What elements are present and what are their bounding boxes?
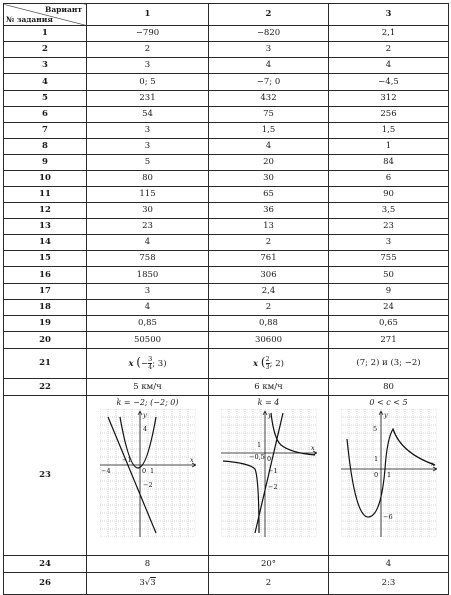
- answer-cell-variant-1: 8: [87, 556, 209, 573]
- answer-cell-variant-3: 24: [329, 300, 449, 316]
- y-axis-label: y: [383, 411, 388, 419]
- answer-cell-variant-3: 4: [329, 58, 449, 74]
- answer-cell-variant-2: 4: [209, 139, 329, 155]
- answer-cell-variant-2: 4: [209, 58, 329, 74]
- task-number-cell: 17: [4, 284, 87, 300]
- task-number-cell: 13: [4, 219, 87, 235]
- tick-label: −2: [267, 483, 278, 491]
- answer-cell-variant-1: 4: [87, 300, 209, 316]
- task-number-cell: 24: [4, 556, 87, 573]
- graph-svg: [221, 409, 317, 537]
- tick-label: 1: [149, 467, 154, 475]
- fraction-2-3-numerator: 2: [265, 355, 270, 364]
- minus-sign: −: [140, 359, 149, 370]
- answer-x-label: x: [128, 359, 134, 370]
- answer-cell-variant-3: 90: [329, 187, 449, 203]
- y-axis-label: y: [142, 411, 147, 419]
- table-row: [4, 267, 449, 284]
- function-graph: [87, 409, 208, 537]
- answer-cell-variant-3: 271: [329, 332, 449, 349]
- answer-cell-variant-1: 0; 5: [87, 74, 209, 91]
- answer-cell-variant-1: 115: [87, 187, 209, 203]
- answer-x-label: x: [253, 359, 259, 370]
- x-axis-label: x: [189, 456, 194, 464]
- tick-label: 5: [372, 425, 377, 433]
- answer-cell-variant-1: 5 км/ч: [87, 379, 209, 396]
- answer-cell-variant-3: 84: [329, 155, 449, 171]
- answer-cell-variant-2: 2: [209, 300, 329, 316]
- answer-cell-variant-3: 755: [329, 251, 449, 267]
- table-row: [4, 107, 449, 123]
- task-number-cell: 2: [4, 42, 87, 58]
- answer-cell-variant-1: 80: [87, 171, 209, 187]
- answer-cell-variant-2: 65: [209, 187, 329, 203]
- answer-cell-variant-2: 6 км/ч: [209, 379, 329, 396]
- answer-cell-variant-2: 13: [209, 219, 329, 235]
- open-paren: (: [260, 355, 266, 370]
- table-row: [4, 155, 449, 171]
- answer-cell-variant-3: 80: [329, 379, 449, 396]
- table-row: [4, 379, 449, 396]
- task-number-cell: 23: [4, 396, 87, 556]
- tick-label: 0: [266, 455, 271, 463]
- answer-cell-variant-3: 0,65: [329, 316, 449, 332]
- tick-label: 1: [386, 471, 391, 479]
- table-row: [4, 349, 449, 379]
- answer-cell-variant-1: 3: [87, 123, 209, 139]
- table-row: [4, 171, 449, 187]
- table-row: [4, 123, 449, 139]
- answer-cell-variant-1: 758: [87, 251, 209, 267]
- task-label: № задания: [6, 14, 53, 24]
- sqrt-radicand: 3: [150, 578, 156, 589]
- graph-cell-variant-2: [209, 396, 329, 556]
- answer-cell-variant-3: 1,5: [329, 123, 449, 139]
- table-row: [4, 316, 449, 332]
- task-number-cell: 20: [4, 332, 87, 349]
- answer-cell-variant-2: 2: [209, 235, 329, 251]
- task-number-cell: 11: [4, 187, 87, 203]
- tick-label: −6: [382, 513, 393, 521]
- answer-cell-variant-2: 761: [209, 251, 329, 267]
- variant-1-header: 1: [87, 4, 209, 26]
- answer-cell-variant-1: 5: [87, 155, 209, 171]
- tick-label: −2: [142, 481, 153, 489]
- answer-cell-variant-3: 2: [329, 42, 449, 58]
- task-number-cell: 5: [4, 91, 87, 107]
- answer-cell-variant-3: 312: [329, 91, 449, 107]
- variant-2-header: 2: [209, 4, 329, 26]
- table-row: [4, 42, 449, 58]
- answer-cell-variant-2: −820: [209, 26, 329, 42]
- answer-cell-variant-3: 256: [329, 107, 449, 123]
- answer-cell-variant-1: 23: [87, 219, 209, 235]
- variant-3-header: 3: [329, 4, 449, 26]
- task-number-cell: 22: [4, 379, 87, 396]
- tick-label: −1: [267, 467, 278, 475]
- answer-cell-variant-3: 4: [329, 556, 449, 573]
- task-number-cell: 26: [4, 573, 87, 595]
- table-row: [4, 300, 449, 316]
- answer-cell-variant-2: 306: [209, 267, 329, 284]
- task-number-cell: 14: [4, 235, 87, 251]
- x-axis-label: x: [310, 444, 315, 452]
- table-row: [4, 139, 449, 155]
- tick-label: 1: [373, 455, 378, 463]
- answer-cell-variant-3: 9: [329, 284, 449, 300]
- table-row: [4, 284, 449, 300]
- answer-cell-variant-2: 0,88: [209, 316, 329, 332]
- variant-label: Вариант: [44, 5, 82, 14]
- task-number-cell: 15: [4, 251, 87, 267]
- answer-cell-variant-1: [87, 573, 209, 595]
- table-row: [4, 91, 449, 107]
- answer-cell-variant-2: 30600: [209, 332, 329, 349]
- function-graph: [209, 409, 328, 537]
- tick-label: 0: [141, 467, 146, 475]
- answer-cell-variant-2: 1,5: [209, 123, 329, 139]
- function-graph: [329, 409, 448, 537]
- answer-cell-variant-2: 3: [209, 42, 329, 58]
- answer-cell-variant-1: 0,85: [87, 316, 209, 332]
- fraction-3-4-denominator: 4: [148, 363, 153, 372]
- task-number-cell: 16: [4, 267, 87, 284]
- answer-cell-variant-2: 75: [209, 107, 329, 123]
- task-number-cell: 21: [4, 349, 87, 379]
- answer-cell-variant-3: (7; 2) и (3; −2): [329, 349, 449, 379]
- header-row: [4, 4, 449, 26]
- graph-svg: [100, 409, 196, 537]
- answer-cell-variant-1: 54: [87, 107, 209, 123]
- graph-svg: [341, 409, 437, 537]
- answer-rest: ; 2): [269, 359, 284, 370]
- graph-caption: k = −2; (−2; 0): [116, 398, 179, 407]
- answers-table: [3, 3, 449, 595]
- answer-cell-variant-2: −7; 0: [209, 74, 329, 91]
- answer-cell-variant-3: 2:3: [329, 573, 449, 595]
- answer-cell-variant-3: 6: [329, 171, 449, 187]
- answer-cell-variant-2: 2,4: [209, 284, 329, 300]
- task-number-cell: 8: [4, 139, 87, 155]
- graph-cell-variant-3: [329, 396, 449, 556]
- graph-caption: k = 4: [257, 398, 280, 407]
- task-number-cell: 19: [4, 316, 87, 332]
- answer-cell-variant-1: 1850: [87, 267, 209, 284]
- answer-cell-variant-1: 3: [87, 139, 209, 155]
- table-row: [4, 58, 449, 74]
- answer-cell-variant-2: 20°: [209, 556, 329, 573]
- answer-cell-variant-3: 3: [329, 235, 449, 251]
- answer-cell-variant-1: 50500: [87, 332, 209, 349]
- task-number-cell: 7: [4, 123, 87, 139]
- sqrt-sign: √: [144, 578, 151, 589]
- open-paren: (: [136, 355, 141, 370]
- answer-cell-variant-1: 3: [87, 284, 209, 300]
- table-row: [4, 556, 449, 573]
- answer-cell-variant-2: 36: [209, 203, 329, 219]
- header-corner-cell: [4, 4, 87, 26]
- task-number-cell: 6: [4, 107, 87, 123]
- table-row: [4, 203, 449, 219]
- answer-cell-variant-2: 20: [209, 155, 329, 171]
- tick-label: −1: [121, 456, 132, 464]
- sqrt-coefficient: 3: [139, 578, 145, 589]
- answer-cell-variant-1: 2: [87, 42, 209, 58]
- table-row: [4, 219, 449, 235]
- answer-cell-variant-2: 2: [209, 573, 329, 595]
- graph-caption: 0 < c < 5: [369, 398, 408, 407]
- answer-cell-variant-1: 30: [87, 203, 209, 219]
- table-row: [4, 187, 449, 203]
- answer-cell-variant-3: 23: [329, 219, 449, 235]
- task-number-cell: 1: [4, 26, 87, 42]
- fraction-2-3-denominator: 3: [265, 363, 270, 372]
- task-number-cell: 12: [4, 203, 87, 219]
- tick-label: 1: [256, 441, 261, 449]
- table-row: [4, 332, 449, 349]
- graph-cell-variant-1: [87, 396, 209, 556]
- answer-cell-variant-2: [209, 349, 329, 379]
- x-axis-label: x: [430, 460, 435, 468]
- table-row: [4, 74, 449, 91]
- table-row: [4, 26, 449, 42]
- tick-label: 4: [142, 425, 147, 433]
- tick-label: −0,5: [248, 453, 265, 461]
- answer-rest: ; 3): [152, 359, 167, 370]
- answer-cell-variant-3: 3,5: [329, 203, 449, 219]
- answer-cell-variant-3: 50: [329, 267, 449, 284]
- task-number-cell: 10: [4, 171, 87, 187]
- answer-cell-variant-1: [87, 349, 209, 379]
- answer-cell-variant-1: 4: [87, 235, 209, 251]
- table-row: [4, 235, 449, 251]
- answer-cell-variant-1: −790: [87, 26, 209, 42]
- task-number-cell: 4: [4, 74, 87, 91]
- answer-cell-variant-1: 3: [87, 58, 209, 74]
- table-row: [4, 251, 449, 267]
- table-row: [4, 573, 449, 595]
- task-number-cell: 9: [4, 155, 87, 171]
- answer-cell-variant-2: 30: [209, 171, 329, 187]
- answer-cell-variant-2: 432: [209, 91, 329, 107]
- answer-cell-variant-3: 2,1: [329, 26, 449, 42]
- y-axis-label: y: [267, 411, 272, 419]
- fraction-3-4-numerator: 3: [148, 355, 153, 364]
- answer-cell-variant-1: 231: [87, 91, 209, 107]
- task-number-cell: 3: [4, 58, 87, 74]
- answer-cell-variant-3: −4,5: [329, 74, 449, 91]
- answer-cell-variant-3: 1: [329, 139, 449, 155]
- tick-label: −4: [100, 467, 111, 475]
- tick-label: 0: [373, 471, 378, 479]
- task-number-cell: 18: [4, 300, 87, 316]
- table-row: [4, 396, 449, 556]
